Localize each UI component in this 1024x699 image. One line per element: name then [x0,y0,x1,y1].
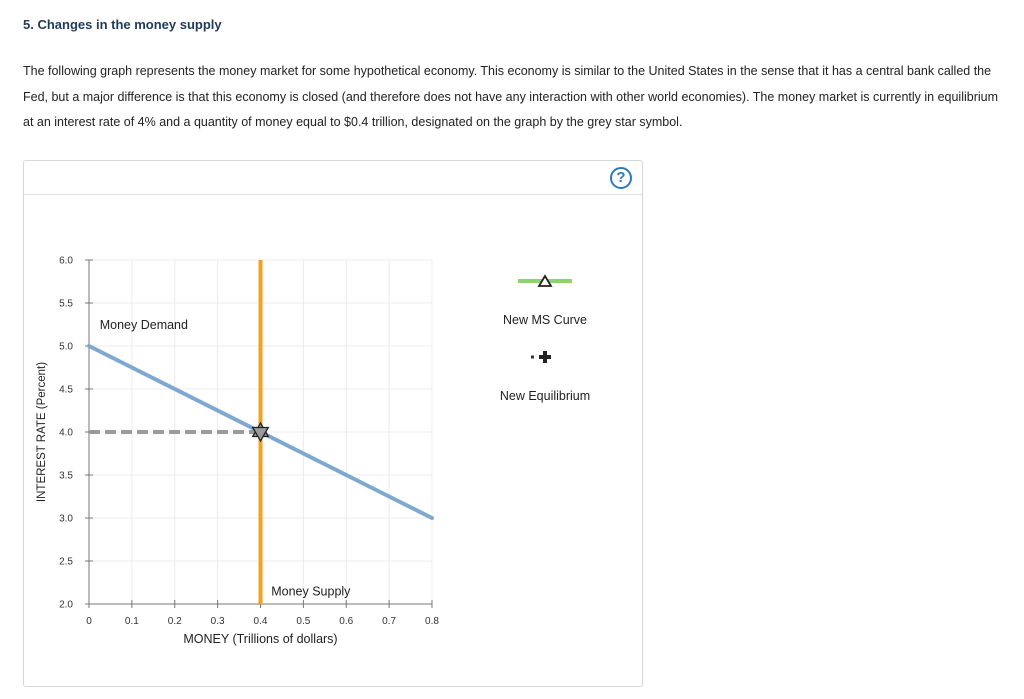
help-icon[interactable]: ? [610,167,632,189]
x-tick-label: 0.1 [124,616,139,627]
y-tick-label: 4.5 [59,384,73,396]
x-tick-label: 0 [86,616,92,627]
x-tick-label: 0.3 [210,616,225,627]
question-title: 5. Changes in the money supply [23,17,222,32]
y-tick-label: 3.5 [59,470,73,482]
x-tick-label: 0.6 [339,616,354,627]
new-equilibrium-tool-dot[interactable] [531,356,534,359]
equilibrium-star-center [257,428,264,435]
y-tick-label: 2.5 [59,556,73,568]
x-tick-label: 0.8 [425,616,439,627]
new-equilibrium-label: New Equilibrium [499,389,591,403]
x-tick-label: 0.5 [296,616,311,627]
y-tick-label: 2.0 [59,599,73,611]
y-tick-label: 5.0 [59,341,73,353]
y-tick-label: 6.0 [59,255,73,267]
money-supply-label: Money Supply [271,584,351,599]
money-market-chart[interactable] [24,161,642,686]
y-axis-label: INTEREST RATE (Percent) [36,361,48,503]
graph-panel [23,160,643,687]
x-tick-label: 0.2 [167,616,182,627]
new-ms-curve-label: New MS Curve [502,313,588,327]
money-demand-label: Money Demand [99,317,188,332]
x-tick-label: 0.4 [253,616,268,627]
question-intro: The following graph represents the money market for some hypothetical economy. This economy is similar to the United States in the sense that it has a central bank called the Fed, but a major difference is that this economy is closed (and therefore does not have any interaction with other world economies). The money market is currently in equilibrium at an interest rate of 4% and a quantity of money equal to $0.4 trillion, designated on the graph by the grey star symbol. [23,64,999,129]
x-axis-label: MONEY (Trillions of dollars) [183,632,338,646]
x-tick-label: 0.7 [382,616,397,627]
y-tick-label: 4.0 [59,427,73,439]
y-tick-label: 5.5 [59,298,73,310]
plus-icon[interactable] [539,355,551,359]
y-tick-label: 3.0 [59,513,73,525]
